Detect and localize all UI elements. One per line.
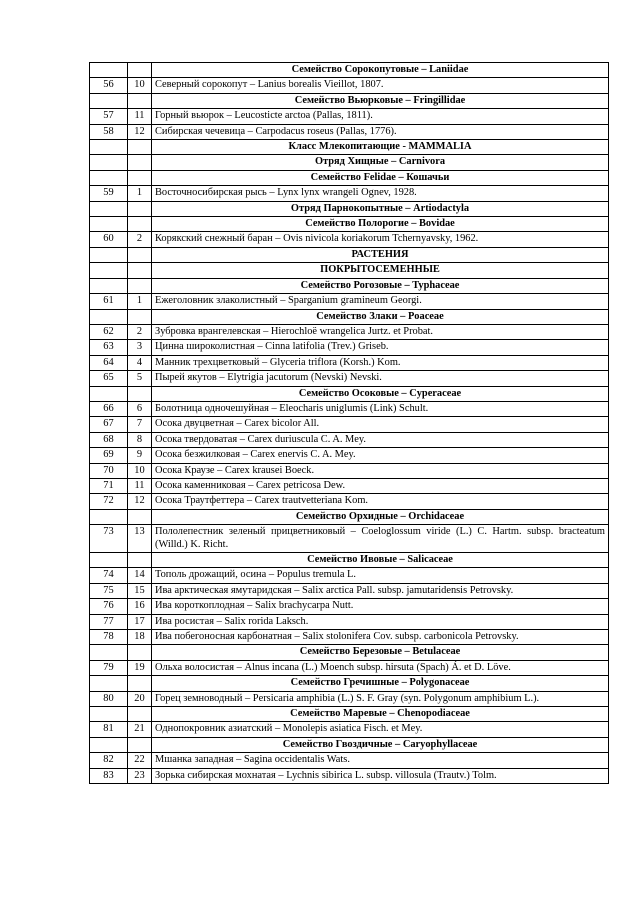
species-name: Ольха волосистая – Alnus incana (L.) Moench subsp. hirsuta (Spach) Á. et D. Löve. bbox=[152, 660, 609, 675]
section-heading: Семейство Вьюрковые – Fringillidae bbox=[152, 93, 609, 108]
species-row bbox=[90, 614, 609, 629]
group-number: 7 bbox=[128, 417, 152, 432]
group-number: 20 bbox=[128, 691, 152, 706]
species-name: Болотница одночешуйная – Eleocharis uniglumis (Link) Schult. bbox=[152, 401, 609, 416]
section-header-row bbox=[90, 201, 609, 216]
section-heading: ПОКРЫТОСЕМЕННЫЕ bbox=[152, 263, 609, 278]
section-heading: Класс Млекопитающие - MAMMALIA bbox=[152, 140, 609, 155]
species-row bbox=[90, 568, 609, 583]
empty-cell bbox=[128, 386, 152, 401]
overall-number: 80 bbox=[90, 691, 128, 706]
empty-cell bbox=[90, 170, 128, 185]
species-row bbox=[90, 768, 609, 783]
empty-cell bbox=[90, 93, 128, 108]
group-number: 13 bbox=[128, 525, 152, 553]
species-row bbox=[90, 448, 609, 463]
section-header-row bbox=[90, 93, 609, 108]
species-name: Ежеголовник злаколистный – Sparganium gramineum Georgi. bbox=[152, 294, 609, 309]
section-header-row bbox=[90, 217, 609, 232]
section-header-row bbox=[90, 509, 609, 524]
section-header-row bbox=[90, 140, 609, 155]
species-table-body bbox=[90, 63, 609, 784]
empty-cell bbox=[128, 263, 152, 278]
overall-number: 75 bbox=[90, 583, 128, 598]
overall-number: 72 bbox=[90, 494, 128, 509]
overall-number: 78 bbox=[90, 630, 128, 645]
section-header-row bbox=[90, 737, 609, 752]
section-header-row bbox=[90, 676, 609, 691]
species-row bbox=[90, 463, 609, 478]
overall-number: 59 bbox=[90, 186, 128, 201]
empty-cell bbox=[90, 509, 128, 524]
overall-number: 69 bbox=[90, 448, 128, 463]
species-name: Манник трехцветковый – Glyceria triflora (Korsh.) Kom. bbox=[152, 355, 609, 370]
empty-cell bbox=[128, 170, 152, 185]
species-name: Осока твердоватая – Carex duriuscula C. A. Mey. bbox=[152, 432, 609, 447]
section-heading: Семейство Рогозовые – Typhaceae bbox=[152, 278, 609, 293]
species-row bbox=[90, 294, 609, 309]
species-name: Зорька сибирская мохнатая – Lychnis sibirica L. subsp. villosula (Trautv.) Tolm. bbox=[152, 768, 609, 783]
empty-cell bbox=[128, 645, 152, 660]
species-name: Ива побегоносная карбонатная – Salix stolonifera Cov. subsp. carbonicola Petrovsky. bbox=[152, 630, 609, 645]
species-name: Пололепестник зеленый прицветниковый – Coeloglossum viride (L.) C. Hartm. subsp. bracteatum (Willd.) K. Richt. bbox=[152, 525, 609, 553]
group-number: 6 bbox=[128, 401, 152, 416]
species-row bbox=[90, 583, 609, 598]
section-heading: Семейство Маревые – Chenopodiaceae bbox=[152, 707, 609, 722]
overall-number: 57 bbox=[90, 109, 128, 124]
section-heading: Семейство Сорокопутовые – Laniidae bbox=[152, 63, 609, 78]
group-number: 2 bbox=[128, 324, 152, 339]
section-heading: Семейство Березовые – Betulaceae bbox=[152, 645, 609, 660]
empty-cell bbox=[128, 247, 152, 262]
empty-cell bbox=[90, 63, 128, 78]
species-row bbox=[90, 401, 609, 416]
empty-cell bbox=[90, 247, 128, 262]
group-number: 16 bbox=[128, 599, 152, 614]
overall-number: 73 bbox=[90, 525, 128, 553]
section-header-row bbox=[90, 263, 609, 278]
group-number: 10 bbox=[128, 78, 152, 93]
species-name: Однопокровник азиатский – Monolepis asiatica Fisch. et Mey. bbox=[152, 722, 609, 737]
section-header-row bbox=[90, 386, 609, 401]
species-row bbox=[90, 109, 609, 124]
group-number: 12 bbox=[128, 124, 152, 139]
section-heading: Семейство Felidae – Кошачьи bbox=[152, 170, 609, 185]
overall-number: 79 bbox=[90, 660, 128, 675]
section-heading: Отряд Парнокопытные – Artiodactyla bbox=[152, 201, 609, 216]
species-row bbox=[90, 525, 609, 553]
overall-number: 71 bbox=[90, 478, 128, 493]
empty-cell bbox=[90, 553, 128, 568]
species-row bbox=[90, 340, 609, 355]
section-heading: РАСТЕНИЯ bbox=[152, 247, 609, 262]
section-header-row bbox=[90, 170, 609, 185]
species-row bbox=[90, 660, 609, 675]
group-number: 11 bbox=[128, 109, 152, 124]
section-heading: Семейство Полорогие – Bovidae bbox=[152, 217, 609, 232]
species-name: Сибирская чечевица – Carpodacus roseus (Pallas, 1776). bbox=[152, 124, 609, 139]
species-name: Осока двуцветная – Carex bicolor All. bbox=[152, 417, 609, 432]
group-number: 8 bbox=[128, 432, 152, 447]
section-header-row bbox=[90, 645, 609, 660]
group-number: 19 bbox=[128, 660, 152, 675]
species-name: Зубровка врангелевская – Hierochloë wrangelica Jurtz. et Probat. bbox=[152, 324, 609, 339]
empty-cell bbox=[128, 509, 152, 524]
group-number: 4 bbox=[128, 355, 152, 370]
section-header-row bbox=[90, 155, 609, 170]
species-name: Цинна широколистная – Cinna latifolia (Trev.) Griseb. bbox=[152, 340, 609, 355]
overall-number: 83 bbox=[90, 768, 128, 783]
species-table bbox=[89, 62, 609, 784]
empty-cell bbox=[90, 676, 128, 691]
overall-number: 68 bbox=[90, 432, 128, 447]
section-heading: Семейство Ивовые – Salicaceae bbox=[152, 553, 609, 568]
section-heading: Семейство Гвоздичные – Caryophyllaceae bbox=[152, 737, 609, 752]
empty-cell bbox=[90, 386, 128, 401]
species-row bbox=[90, 417, 609, 432]
overall-number: 60 bbox=[90, 232, 128, 247]
species-name: Осока каменниковая – Carex petricosa Dew. bbox=[152, 478, 609, 493]
empty-cell bbox=[128, 63, 152, 78]
empty-cell bbox=[90, 217, 128, 232]
section-header-row bbox=[90, 553, 609, 568]
group-number: 15 bbox=[128, 583, 152, 598]
section-header-row bbox=[90, 247, 609, 262]
overall-number: 74 bbox=[90, 568, 128, 583]
overall-number: 66 bbox=[90, 401, 128, 416]
overall-number: 63 bbox=[90, 340, 128, 355]
species-name: Восточносибирская рысь – Lynx lynx wrangeli Ognev, 1928. bbox=[152, 186, 609, 201]
group-number: 12 bbox=[128, 494, 152, 509]
empty-cell bbox=[90, 645, 128, 660]
section-heading: Семейство Орхидные – Orchidaceae bbox=[152, 509, 609, 524]
species-row bbox=[90, 432, 609, 447]
species-row bbox=[90, 691, 609, 706]
group-number: 10 bbox=[128, 463, 152, 478]
overall-number: 56 bbox=[90, 78, 128, 93]
empty-cell bbox=[90, 737, 128, 752]
species-name: Северный сорокопут – Lanius borealis Vieillot, 1807. bbox=[152, 78, 609, 93]
group-number: 21 bbox=[128, 722, 152, 737]
species-row bbox=[90, 355, 609, 370]
empty-cell bbox=[128, 217, 152, 232]
overall-number: 62 bbox=[90, 324, 128, 339]
species-name: Ива короткоплодная – Salix brachycarpa Nutt. bbox=[152, 599, 609, 614]
empty-cell bbox=[128, 201, 152, 216]
section-header-row bbox=[90, 309, 609, 324]
overall-number: 58 bbox=[90, 124, 128, 139]
section-heading: Отряд Хищные – Carnivora bbox=[152, 155, 609, 170]
group-number: 9 bbox=[128, 448, 152, 463]
section-header-row bbox=[90, 278, 609, 293]
section-heading: Семейство Осоковые – Cyperaceae bbox=[152, 386, 609, 401]
species-name: Осока Траутфеттера – Carex trautvetteriana Kom. bbox=[152, 494, 609, 509]
group-number: 23 bbox=[128, 768, 152, 783]
section-heading: Семейство Гречишные – Polygonaceae bbox=[152, 676, 609, 691]
overall-number: 81 bbox=[90, 722, 128, 737]
species-name: Ива арктическая ямутаридская – Salix arctica Pall. subsp. jamutaridensis Petrovsky. bbox=[152, 583, 609, 598]
species-row bbox=[90, 478, 609, 493]
empty-cell bbox=[128, 553, 152, 568]
species-row bbox=[90, 124, 609, 139]
group-number: 18 bbox=[128, 630, 152, 645]
overall-number: 82 bbox=[90, 753, 128, 768]
empty-cell bbox=[128, 309, 152, 324]
section-header-row bbox=[90, 63, 609, 78]
empty-cell bbox=[90, 155, 128, 170]
species-row bbox=[90, 753, 609, 768]
species-name: Осока безжилковая – Carex enervis C. A. Mey. bbox=[152, 448, 609, 463]
empty-cell bbox=[128, 155, 152, 170]
overall-number: 70 bbox=[90, 463, 128, 478]
empty-cell bbox=[90, 263, 128, 278]
group-number: 17 bbox=[128, 614, 152, 629]
group-number: 3 bbox=[128, 340, 152, 355]
empty-cell bbox=[90, 201, 128, 216]
species-row bbox=[90, 630, 609, 645]
species-name: Осока Краузе – Carex krausei Boeck. bbox=[152, 463, 609, 478]
species-name: Ива росистая – Salix rorida Laksch. bbox=[152, 614, 609, 629]
group-number: 1 bbox=[128, 294, 152, 309]
group-number: 14 bbox=[128, 568, 152, 583]
species-row bbox=[90, 78, 609, 93]
empty-cell bbox=[128, 93, 152, 108]
group-number: 5 bbox=[128, 371, 152, 386]
species-row bbox=[90, 371, 609, 386]
species-row bbox=[90, 186, 609, 201]
overall-number: 61 bbox=[90, 294, 128, 309]
group-number: 11 bbox=[128, 478, 152, 493]
species-name: Горный вьюрок – Leucosticte arctoa (Pallas, 1811). bbox=[152, 109, 609, 124]
species-row bbox=[90, 599, 609, 614]
empty-cell bbox=[128, 278, 152, 293]
empty-cell bbox=[128, 140, 152, 155]
empty-cell bbox=[128, 707, 152, 722]
overall-number: 65 bbox=[90, 371, 128, 386]
empty-cell bbox=[90, 707, 128, 722]
overall-number: 64 bbox=[90, 355, 128, 370]
species-row bbox=[90, 324, 609, 339]
group-number: 1 bbox=[128, 186, 152, 201]
species-name: Пырей якутов – Elytrigia jacutorum (Nevski) Nevski. bbox=[152, 371, 609, 386]
species-name: Корякский снежный баран – Ovis nivicola koriakorum Tchernyavsky, 1962. bbox=[152, 232, 609, 247]
empty-cell bbox=[90, 278, 128, 293]
empty-cell bbox=[90, 309, 128, 324]
overall-number: 76 bbox=[90, 599, 128, 614]
species-name: Тополь дрожащий, осина – Populus tremula L. bbox=[152, 568, 609, 583]
empty-cell bbox=[128, 737, 152, 752]
empty-cell bbox=[90, 140, 128, 155]
section-heading: Семейство Злаки – Poaceae bbox=[152, 309, 609, 324]
overall-number: 77 bbox=[90, 614, 128, 629]
empty-cell bbox=[128, 676, 152, 691]
species-name: Горец земноводный – Persicaria amphibia (L.) S. F. Gray (syn. Polygonum amphibium L.). bbox=[152, 691, 609, 706]
species-name: Мшанка западная – Sagina occidentalis Wats. bbox=[152, 753, 609, 768]
overall-number: 67 bbox=[90, 417, 128, 432]
species-row bbox=[90, 232, 609, 247]
group-number: 2 bbox=[128, 232, 152, 247]
species-row bbox=[90, 722, 609, 737]
section-header-row bbox=[90, 707, 609, 722]
group-number: 22 bbox=[128, 753, 152, 768]
species-row bbox=[90, 494, 609, 509]
